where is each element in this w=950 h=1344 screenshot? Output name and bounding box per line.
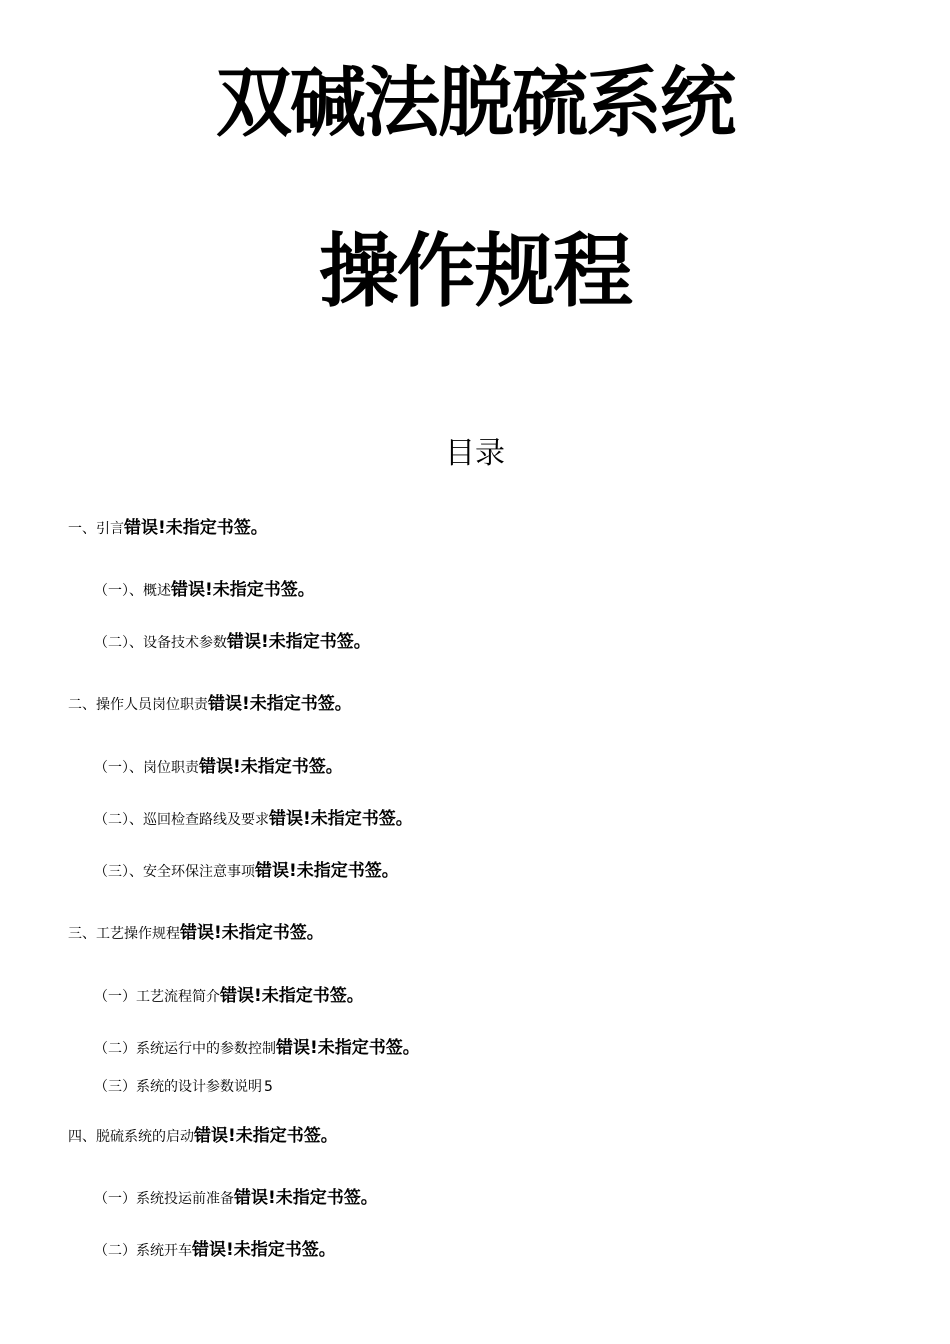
- toc-entry[interactable]: [94, 1073, 273, 1100]
- toc-entry-text: 三、工艺操作规程: [68, 926, 180, 942]
- toc-entry[interactable]: [94, 806, 415, 833]
- toc-entry-error: 错误!未指定书签。: [276, 1038, 420, 1058]
- toc-entry-error: 错误!未指定书签。: [194, 1126, 338, 1146]
- toc-entry-error: 错误!未指定书签。: [124, 518, 268, 538]
- toc-entry-text: （二）系统运行中的参数控制: [94, 1041, 276, 1057]
- toc-entry-text: （三）、安全环保注意事项: [94, 864, 255, 880]
- toc-entry-error: 错误!未指定书签。: [269, 809, 413, 829]
- toc-entry-page: 5: [264, 1079, 273, 1095]
- toc-entry-text: （一）系统投运前准备: [94, 1191, 234, 1207]
- toc-entry[interactable]: [94, 629, 373, 656]
- toc-entry[interactable]: [94, 754, 345, 781]
- toc-entry-error: 错误!未指定书签。: [220, 986, 364, 1006]
- toc-entry[interactable]: [94, 1035, 422, 1062]
- toc-entry[interactable]: [94, 858, 401, 885]
- toc-entry[interactable]: [68, 1123, 340, 1150]
- toc-entry-error: 错误!未指定书签。: [180, 923, 324, 943]
- toc-entry-error: 错误!未指定书签。: [227, 632, 371, 652]
- toc-entry[interactable]: [94, 1185, 380, 1212]
- document-title-line1: 双碱法脱硫系统: [216, 58, 734, 147]
- document-title-line2: 操作规程: [319, 225, 631, 318]
- toc-entry-text: （二）、巡回检查路线及要求: [94, 812, 269, 828]
- toc-entry-error: 错误!未指定书签。: [208, 694, 352, 714]
- toc-entry-text: 四、脱硫系统的启动: [68, 1129, 194, 1145]
- toc-entry-text: （二）系统开车: [94, 1243, 192, 1259]
- toc-entry-error: 错误!未指定书签。: [199, 757, 343, 777]
- toc-entry-text: （三）系统的设计参数说明: [94, 1079, 262, 1095]
- toc-entry[interactable]: [94, 983, 366, 1010]
- toc-entry[interactable]: [68, 691, 354, 718]
- toc-entry-text: 二、操作人员岗位职责: [68, 697, 208, 713]
- toc-entry-text: （一）、岗位职责: [94, 760, 199, 776]
- toc-entry-error: 错误!未指定书签。: [192, 1240, 336, 1260]
- toc-entry-text: （二）、设备技术参数: [94, 635, 227, 651]
- toc-entry[interactable]: [94, 1237, 338, 1264]
- toc-entry-text: （一）工艺流程简介: [94, 989, 220, 1005]
- toc-entry-error: 错误!未指定书签。: [255, 861, 399, 881]
- toc-entry[interactable]: [68, 515, 270, 542]
- toc-heading: 目录: [445, 436, 505, 471]
- toc-entry[interactable]: [94, 577, 317, 604]
- toc-entry-text: （一）、概述: [94, 583, 171, 599]
- toc-entry-error: 错误!未指定书签。: [234, 1188, 378, 1208]
- toc-entry-error: 错误!未指定书签。: [171, 580, 315, 600]
- toc-entry[interactable]: [68, 920, 326, 947]
- toc-entry-text: 一、引言: [68, 521, 124, 537]
